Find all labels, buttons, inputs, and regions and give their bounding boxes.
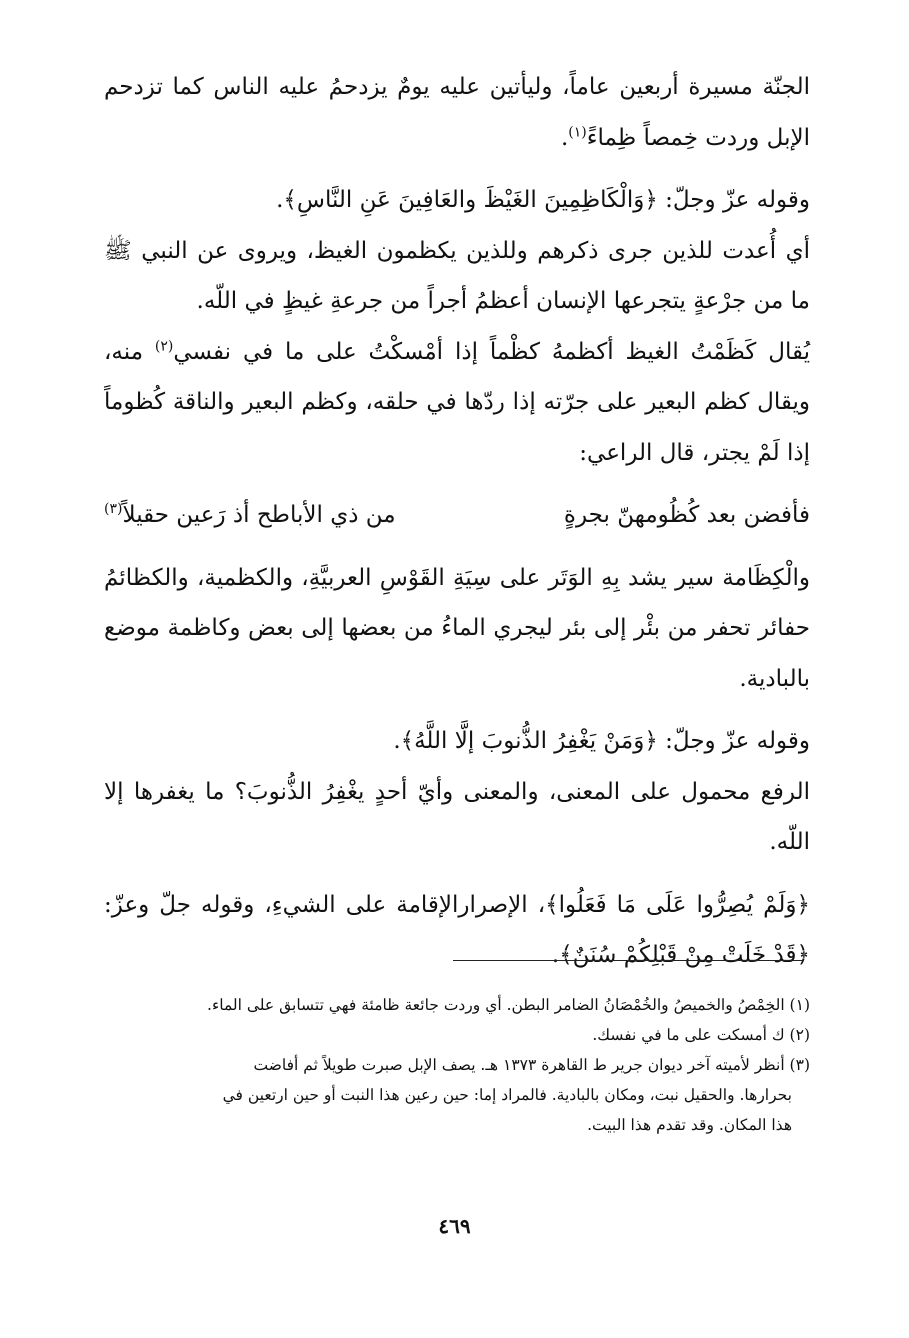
paragraph-2: وقوله عزّ وجلّ: ﴿وَالْكَاظِمِينَ الغَيْظَ والعَافِينَ عَنِ النَّاسِ﴾. bbox=[276, 187, 810, 213]
footnotes bbox=[104, 990, 810, 1140]
verse-second-text: من ذي الأباطح أذ رَعين حقيلاً bbox=[122, 502, 396, 528]
footnote-ref-2[interactable]: (٢) bbox=[154, 337, 174, 354]
footnote-3-line-3: هذا المكان. وقد تقدم هذا البيت. bbox=[587, 1116, 792, 1134]
paragraph-1 bbox=[104, 62, 810, 163]
paragraph-8: ﴿وَلَمْ يُصِرُّوا عَلَى مَا فَعَلُوا﴾، الإصرارالإقامة على الشيءِ، وقوله جلّ وعزّ: ﴿قَدْ خَلَتْ مِنْ قَبْلِكُمْ سُنَنٌ﴾. bbox=[104, 891, 810, 968]
footnote-3-line-2: بحرارها. والحقيل نبت، ومكان بالبادية. فالمراد إما: حين رعين هذا النبت أو حين ارتعين في bbox=[222, 1086, 792, 1104]
poetry-verse bbox=[104, 490, 810, 541]
footnote-ref-1[interactable]: (١) bbox=[568, 123, 587, 140]
verse-second-hemistich: من ذي الأباطح أذ رَعين حقيلاً(٣) bbox=[104, 490, 396, 541]
footnote-1: (١) الخِمْصُ والخميصُ والخُمْصَانُ الضامر البطن. أي وردت جائعة ظامئة فهي تتسابق على الماء. bbox=[207, 996, 810, 1014]
paragraph-5: والْكِظَامة سير يشد بِهِ الوَتَر على سِيَةِ القَوْسِ العربيَّةِ، والكظمية، والكظائمُ حفائر تحفر من بئْر إلى بئر ليجري الماءُ من بعضها إلى بعض وكاظمة موضع بالبادية. bbox=[104, 564, 810, 692]
footnote-divider bbox=[453, 960, 802, 961]
paragraph-3: أي أُعدت للذين جرى ذكرهم وللذين يكظمون الغيظ، ويروى عن النبي ﷺ ما من جرْعةٍ يتجرعها الإنسان أعظمُ أجراً من جرعةِ غيظٍ في اللّه. bbox=[104, 237, 810, 314]
paragraph-4-text-a: يُقال كَظَمْتُ الغيظ أكظمهُ كظْماً إذا أمْسكْتُ على ما في نفسي bbox=[173, 338, 810, 365]
paragraph-6: وقوله عزّ وجلّ: ﴿وَمَنْ يَغْفِرُ الذُّنوبَ إلَّا اللَّهُ﴾. bbox=[393, 728, 810, 754]
paragraph-7: الرفع محمول على المعنى، والمعنى وأيّ أحدٍ يغْفِرُ الذُّنوبَ؟ ما يغفرها إلا اللّه. bbox=[104, 778, 810, 855]
verse-first-hemistich: فأفضن بعد كُظُومهنّ بجرةٍ bbox=[563, 502, 810, 528]
paragraph-4-text-b: منه، ويقال كظم البعير على جرّته إذا ردّها في حلقه، وكظم البعير والناقة كُظوماً إذا لَمْ يجتر، قال الراعي: bbox=[104, 338, 810, 466]
paragraph-1-end: . bbox=[560, 124, 569, 151]
footnote-3-line-1: (٣) أنظر لأميته آخر ديوان جرير ط القاهرة ١٣٧٣ هـ. يصف الإبل صبرت طويلاً ثم أفاضت bbox=[253, 1056, 810, 1074]
footnote-2: (٢) ك أمسكت على ما في نفسك. bbox=[592, 1026, 810, 1044]
paragraph-4 bbox=[104, 327, 810, 479]
paragraph-1-text: الجنّة مسيرة أربعين عاماً، وليأتين عليه يومٌ يزدحمُ عليه الناس كما تزدحم الإبل وردت خِمصاً ظِماءً bbox=[104, 74, 810, 151]
main-text bbox=[104, 62, 810, 981]
page-number: ٤٦٩ bbox=[438, 1214, 471, 1238]
